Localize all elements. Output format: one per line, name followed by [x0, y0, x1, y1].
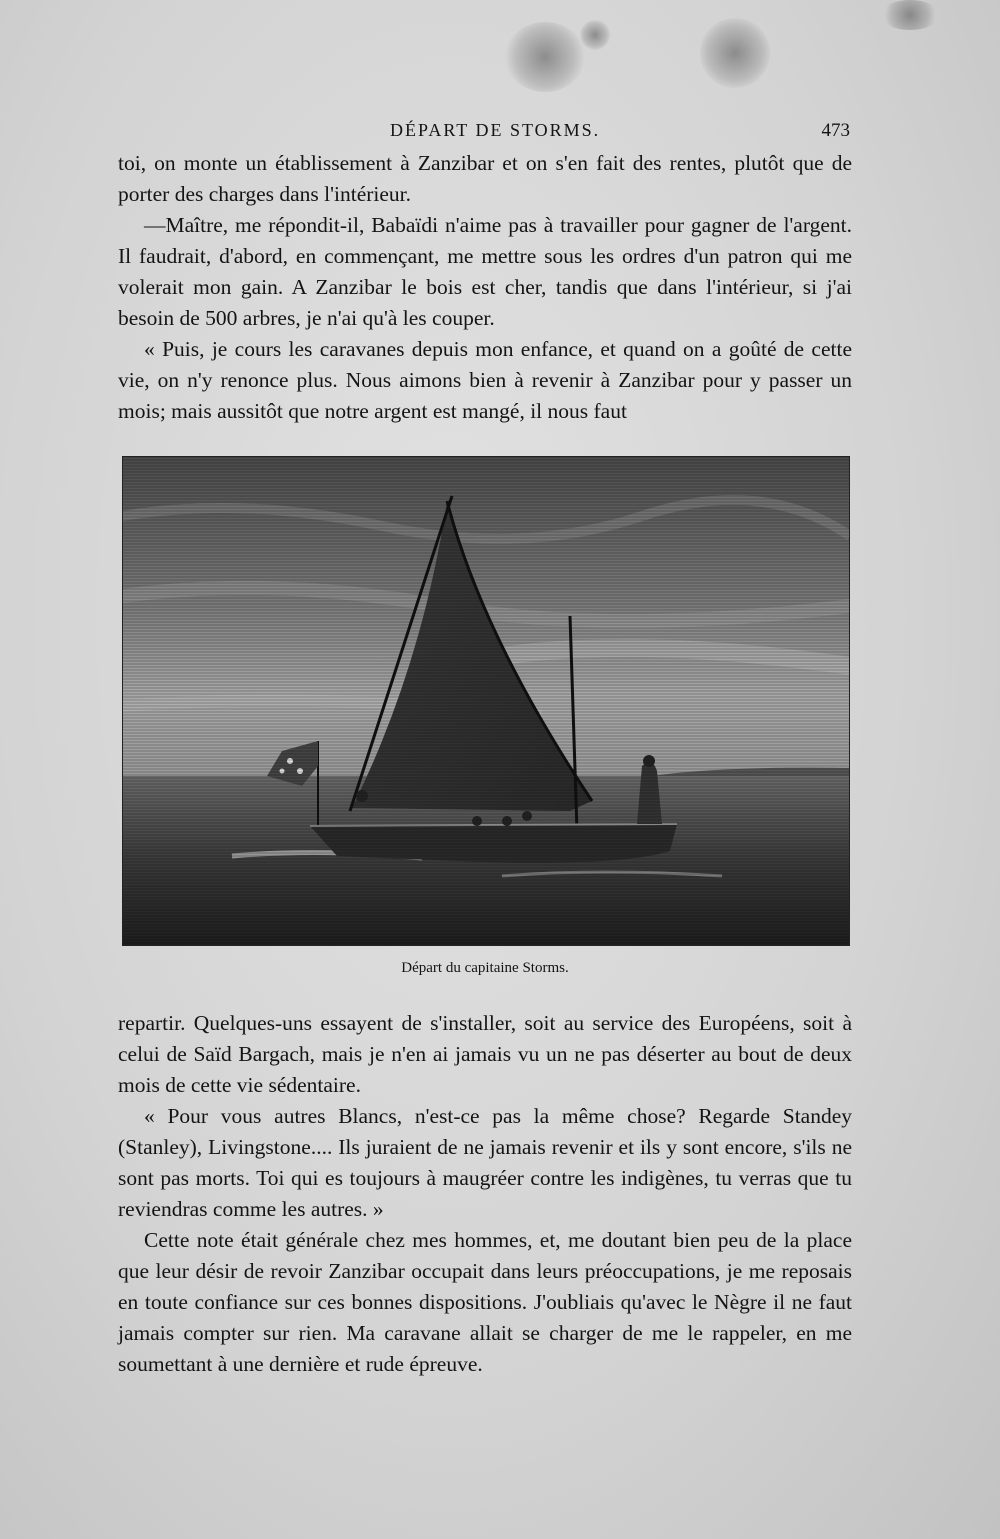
paragraph: « Puis, je cours les caravanes depuis mon enfance, et quand on a goûté de cette vie, on n'y renonce plus. Nous aimons bien à revenir à Zanzibar pour y passer un mois; mais aussitôt que notre argent est mangé, il nous faut — [118, 337, 852, 423]
running-head — [120, 118, 850, 148]
paragraph: Cette note était générale chez mes hommes, et, me doutant bien peu de la place que leur désir de revoir Zanzibar occupait dans leurs préoccupations, je me reposais en toute confiance sur ces bonnes dispositions. J'oubliais qu'avec le Nègre il ne faut jamais compter sur rien. Ma caravane allait se charger de me le rappeler, en me soumettant à une dernière et rude épreuve. — [118, 1228, 852, 1376]
ink-stain — [700, 18, 770, 88]
ink-stain — [505, 22, 585, 92]
ink-stain — [580, 20, 610, 50]
sailboat-engraving — [122, 456, 850, 946]
text-block-top — [118, 148, 852, 427]
page-number: 473 — [821, 120, 850, 141]
text-block-bottom — [118, 1008, 852, 1380]
paragraph: —Maître, me répondit-il, Babaïdi n'aime pas à travailler pour gagner de l'argent. Il faudrait, d'abord, en commençant, me mettre sous les ordres d'un patron qui me volerait mon gain. A Zanzibar le bois est cher, tandis que dans l'intérieur, si j'ai besoin de 500 arbres, je n'ai qu'à les couper. — [118, 213, 852, 330]
paragraph: « Pour vous autres Blancs, n'est-ce pas la même chose? Regarde Standey (Stanley), Livingstone.... Ils juraient de ne jamais revenir et ils y sont encore, s'ils ne sont pas morts. Toi qui es toujours à maugréer contre les indigènes, tu verras que tu reviendras comme les autres. » — [118, 1104, 852, 1221]
paragraph: repartir. Quelques-uns essayent de s'installer, soit au service des Européens, soit à celui de Saïd Bargach, mais je n'en ai jamais vu un ne pas déserter au bout de deux mois de cette vie sédentaire. — [118, 1011, 852, 1097]
paragraph: toi, on monte un établissement à Zanzibar et on s'en fait des rentes, plutôt que de porter des charges dans l'intérieur. — [118, 151, 852, 206]
figure-caption: Départ du capitaine Storms. — [401, 960, 569, 976]
ink-stain — [880, 0, 940, 30]
running-title: DÉPART DE STORMS. — [390, 120, 601, 140]
engraving-illustration — [122, 456, 850, 946]
